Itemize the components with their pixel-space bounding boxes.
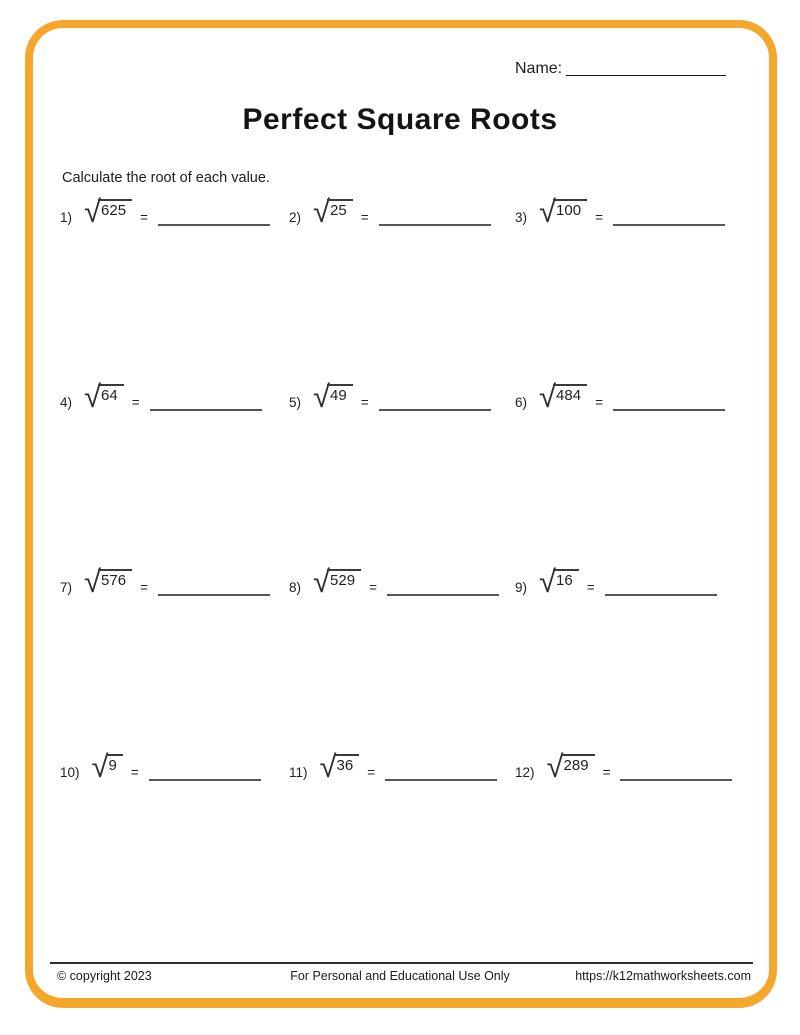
problem-number: 10) — [60, 765, 80, 780]
page-title: Perfect Square Roots — [242, 103, 558, 136]
radicand-value: 100 — [553, 199, 587, 219]
problem-number: 5) — [289, 395, 302, 410]
problem-number: 3) — [515, 210, 528, 225]
problem-5 — [289, 381, 491, 412]
square-root-expression — [313, 566, 361, 597]
problem-9 — [515, 566, 717, 597]
equals-sign: = — [360, 210, 369, 225]
square-root-expression — [320, 751, 360, 782]
radicand-value: 625 — [98, 199, 132, 219]
equals-sign: = — [360, 395, 369, 410]
problem-row-4 — [0, 751, 800, 793]
problem-number: 2) — [289, 210, 302, 225]
equals-sign: = — [140, 580, 148, 595]
square-root-expression — [92, 751, 123, 782]
problem-row-2 — [0, 381, 800, 423]
problem-number: 1) — [60, 210, 73, 225]
problem-number: 4) — [60, 395, 73, 410]
problem-8 — [289, 566, 499, 597]
radicand-value: 36 — [334, 754, 360, 774]
equals-sign: = — [367, 765, 376, 780]
answer-blank-line[interactable] — [379, 224, 491, 226]
problem-11 — [289, 751, 497, 782]
problem-1 — [60, 196, 270, 227]
radicand-value: 289 — [561, 754, 595, 774]
radical-icon: √ — [539, 379, 557, 414]
square-root-expression — [313, 196, 353, 227]
radical-icon: √ — [313, 564, 331, 599]
radicand-value: 576 — [98, 569, 132, 589]
radicand-value: 49 — [327, 384, 353, 404]
answer-blank-line[interactable] — [379, 409, 491, 411]
problem-10 — [60, 751, 261, 782]
answer-blank-line[interactable] — [158, 594, 270, 596]
problem-number: 8) — [289, 580, 302, 595]
problem-12 — [515, 751, 732, 782]
radical-icon: √ — [546, 749, 564, 784]
radicand-value: 16 — [553, 569, 579, 589]
radical-icon: √ — [313, 379, 331, 414]
square-root-expression — [539, 381, 587, 412]
problem-number: 9) — [515, 580, 528, 595]
problem-row-3 — [0, 566, 800, 608]
footer-divider — [50, 962, 753, 964]
radicand-value: 484 — [553, 384, 587, 404]
radical-icon: √ — [319, 749, 337, 784]
problem-number: 11) — [289, 765, 308, 780]
problem-number: 6) — [515, 395, 528, 410]
radical-icon: √ — [84, 194, 102, 229]
copyright-text: © copyright 2023 — [57, 969, 152, 983]
answer-blank-line[interactable] — [613, 224, 725, 226]
problem-3 — [515, 196, 725, 227]
square-root-expression — [539, 566, 579, 597]
square-root-expression — [84, 196, 132, 227]
radical-icon: √ — [539, 564, 557, 599]
radicand-value: 25 — [327, 199, 353, 219]
answer-blank-line[interactable] — [150, 409, 262, 411]
equals-sign: = — [586, 580, 595, 595]
instruction-text: Calculate the root of each value. — [62, 170, 270, 186]
name-blank-line[interactable] — [566, 61, 726, 76]
radical-icon: √ — [539, 194, 557, 229]
answer-blank-line[interactable] — [149, 779, 261, 781]
radical-icon: √ — [91, 749, 109, 784]
equals-sign: = — [595, 210, 603, 225]
usage-text: For Personal and Educational Use Only — [290, 969, 510, 983]
problem-6 — [515, 381, 725, 412]
radical-icon: √ — [84, 564, 102, 599]
answer-blank-line[interactable] — [620, 779, 732, 781]
radicand-value: 64 — [98, 384, 124, 404]
equals-sign: = — [130, 765, 139, 780]
square-root-expression — [313, 381, 353, 412]
name-label: Name: — [515, 60, 563, 77]
equals-sign: = — [369, 580, 377, 595]
answer-blank-line[interactable] — [385, 779, 497, 781]
equals-sign: = — [140, 210, 148, 225]
answer-blank-line[interactable] — [613, 409, 725, 411]
problem-row-1 — [0, 196, 800, 238]
name-row — [515, 58, 726, 78]
square-root-expression — [84, 566, 132, 597]
problem-number: 7) — [60, 580, 73, 595]
equals-sign: = — [131, 395, 140, 410]
answer-blank-line[interactable] — [387, 594, 499, 596]
problem-2 — [289, 196, 491, 227]
website-url: https://k12mathworksheets.com — [575, 969, 751, 983]
problem-7 — [60, 566, 270, 597]
problem-number: 12) — [515, 765, 535, 780]
decorative-border — [25, 20, 777, 1008]
radical-icon: √ — [313, 194, 331, 229]
equals-sign: = — [602, 765, 611, 780]
answer-blank-line[interactable] — [158, 224, 270, 226]
footer — [0, 969, 800, 987]
answer-blank-line[interactable] — [605, 594, 717, 596]
radicand-value: 529 — [327, 569, 361, 589]
radical-icon: √ — [84, 379, 102, 414]
square-root-expression — [539, 196, 587, 227]
equals-sign: = — [595, 395, 603, 410]
square-root-expression — [84, 381, 124, 412]
square-root-expression — [547, 751, 595, 782]
radicand-value: 9 — [106, 754, 123, 774]
problem-4 — [60, 381, 262, 412]
